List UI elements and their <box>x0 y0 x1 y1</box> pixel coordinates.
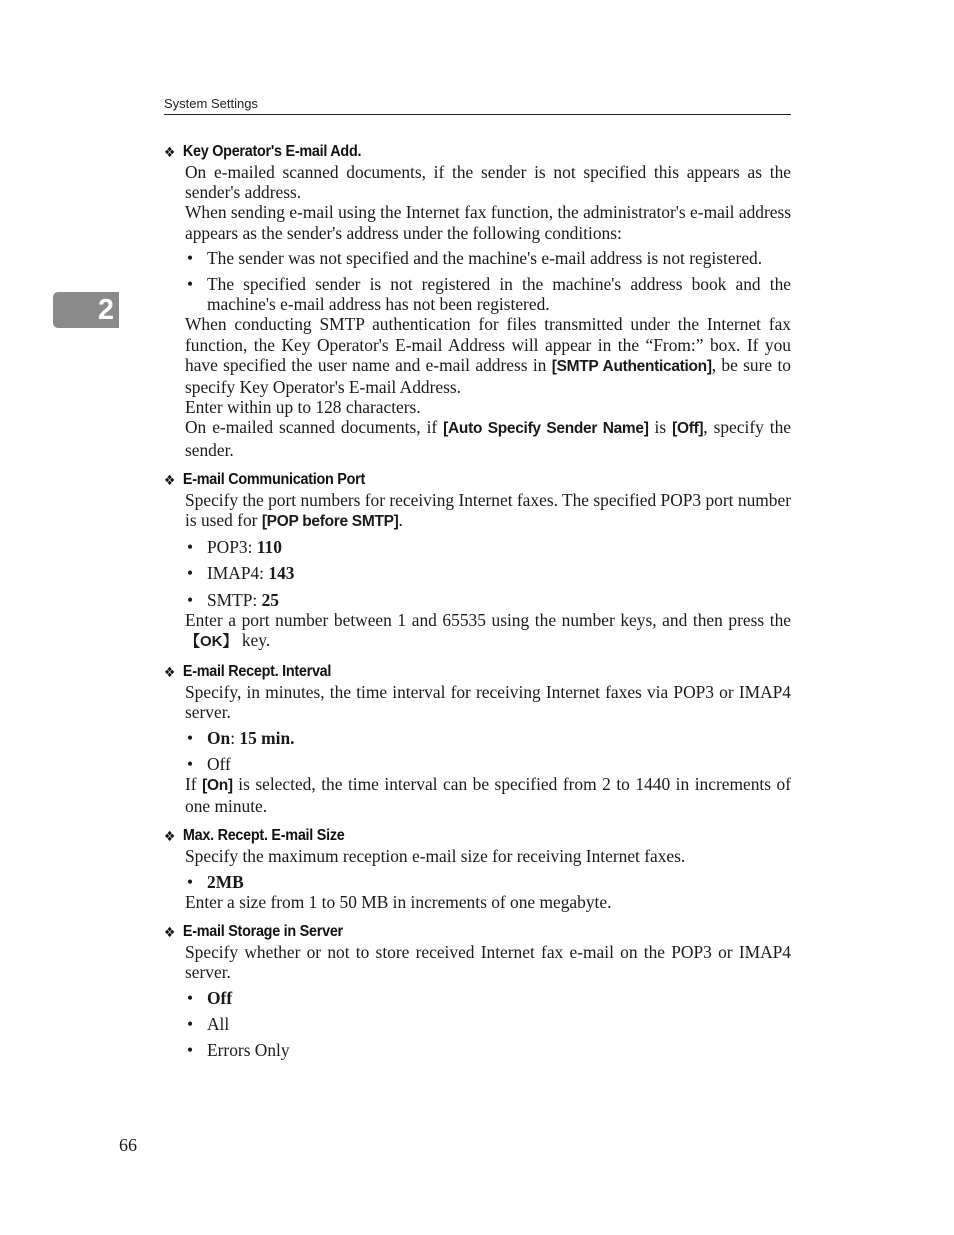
list-item <box>185 1014 791 1034</box>
text: key. <box>237 630 271 651</box>
paragraph: Enter a size from 1 to 50 MB in increments of one megabyte. <box>185 891 612 912</box>
list-item-text: The specified sender is not registered in the machine's address book and the machine's e-mail address has not been registered. <box>207 274 791 315</box>
setting-key-smtp-auth: [SMTP Authentication] <box>551 357 712 375</box>
diamond-bullet-icon: ❖ <box>164 924 176 941</box>
setting-key-on: [On] <box>202 777 233 795</box>
section-title-text: E-mail Storage in Server <box>182 923 343 941</box>
text: is <box>648 417 673 438</box>
section-recept-interval <box>164 662 791 816</box>
separator: : <box>230 727 240 748</box>
port-label: POP3: <box>207 537 257 558</box>
list-item <box>185 537 791 557</box>
text: , be sure to specify Key Operator's E-mail Address. <box>185 354 791 398</box>
diamond-bullet-icon: ❖ <box>164 144 176 160</box>
paragraph <box>185 610 791 652</box>
text: Enter a port number between 1 and 65535 using the number keys, and then press the <box>185 609 791 630</box>
text: . <box>398 510 403 531</box>
section-title-text: Key Operator's E-mail Add. <box>182 143 362 160</box>
section-title <box>164 142 728 162</box>
page-number: 66 <box>119 1135 137 1155</box>
list-item-text: 2MB <box>207 871 244 892</box>
paragraph <box>185 490 791 532</box>
section-max-size <box>164 826 791 912</box>
section-body <box>164 846 791 912</box>
section-storage-in-server <box>164 922 791 1060</box>
list-item-text: Errors Only <box>207 1039 290 1060</box>
section-key-operator-email <box>164 142 791 460</box>
section-body <box>164 942 791 1060</box>
list-item <box>185 274 791 314</box>
list-item <box>185 754 791 774</box>
list-item <box>185 728 791 748</box>
paragraph: When sending e-mail using the Internet fax function, the administrator's e-mail address appears as the sender's address under the following conditions: <box>185 202 791 243</box>
bullet-icon: • <box>187 753 194 774</box>
list-item <box>185 590 791 610</box>
bullet-list <box>185 537 791 610</box>
port-value: 25 <box>261 589 279 610</box>
section-title <box>164 470 728 490</box>
page-content <box>164 142 791 1070</box>
section-title <box>164 826 728 846</box>
list-item-text: Off <box>207 987 233 1008</box>
section-title-text: E-mail Communication Port <box>182 470 365 488</box>
port-value: 110 <box>256 537 282 558</box>
paragraph: Specify the maximum reception e-mail size for receiving Internet faxes. <box>185 846 686 867</box>
ok-key-label: 【OK】 <box>185 633 238 651</box>
paragraph <box>185 314 791 397</box>
section-title-text: Max. Recept. E-mail Size <box>182 827 345 845</box>
bullet-icon: • <box>187 247 194 268</box>
bullet-icon: • <box>187 274 194 295</box>
bullet-icon: • <box>187 1013 194 1034</box>
list-item-text: All <box>207 1013 230 1034</box>
paragraph: Specify whether or not to store received Internet fax e-mail on the POP3 or IMAP4 server. <box>185 942 791 983</box>
option-label: On <box>207 727 231 748</box>
section-communication-port <box>164 470 791 652</box>
diamond-bullet-icon: ❖ <box>164 664 176 681</box>
bullet-icon: • <box>187 871 194 892</box>
port-label: SMTP: <box>207 589 262 610</box>
text: , specify the sender. <box>185 417 792 460</box>
list-item <box>185 988 791 1008</box>
option-value: 15 min. <box>239 727 295 748</box>
diamond-bullet-icon: ❖ <box>164 471 176 488</box>
list-item <box>185 872 791 892</box>
text: On e-mailed scanned documents, if <box>185 417 444 438</box>
port-value: 143 <box>268 563 295 584</box>
paragraph: Specify, in minutes, the time interval for receiving Internet faxes via POP3 or IMAP4 server. <box>185 682 791 723</box>
list-item-text: The sender was not specified and the machine's e-mail address is not registered. <box>207 247 763 268</box>
diamond-bullet-icon: ❖ <box>164 828 176 845</box>
text: Specify the port numbers for receiving Internet faxes. The specified POP3 port number is used for <box>185 489 791 531</box>
running-head: System Settings <box>164 96 258 111</box>
chapter-tab: 2 <box>53 292 119 328</box>
list-item-text: Off <box>207 753 231 774</box>
bullet-list <box>185 248 791 315</box>
section-body <box>164 682 791 816</box>
bullet-list <box>185 872 791 892</box>
bullet-icon: • <box>187 537 194 558</box>
bullet-icon: • <box>187 727 194 748</box>
header-rule <box>164 114 791 115</box>
list-item <box>185 563 791 583</box>
paragraph <box>185 774 791 816</box>
text: When conducting SMTP authentication for files transmitted under the Internet fax function, the Key Operator's E-mail Address will appear in the “From:” box. If you have specified the user name and e-mail address in <box>185 314 791 375</box>
setting-key-auto-specify: [Auto Specify Sender Name] <box>443 420 649 438</box>
bullet-icon: • <box>187 589 194 610</box>
list-item <box>185 248 791 268</box>
port-label: IMAP4: <box>207 563 269 584</box>
section-title <box>164 922 728 942</box>
list-item <box>185 1040 791 1060</box>
setting-key-off: [Off] <box>672 420 704 438</box>
section-body <box>164 490 791 652</box>
section-title-text: E-mail Recept. Interval <box>182 663 332 681</box>
text: If <box>185 774 203 795</box>
paragraph <box>185 417 791 459</box>
paragraph: Enter within up to 128 characters. <box>185 397 421 418</box>
text: is selected, the time interval can be specified from 2 to 1440 in increments of one minute. <box>185 774 791 817</box>
bullet-list <box>185 728 791 774</box>
section-title <box>164 662 728 682</box>
bullet-icon: • <box>187 563 194 584</box>
setting-key-pop-before-smtp: [POP before SMTP] <box>261 513 399 531</box>
bullet-icon: • <box>187 1039 194 1060</box>
bullet-list <box>185 988 791 1061</box>
section-body <box>164 162 791 460</box>
bullet-icon: • <box>187 987 194 1008</box>
paragraph: On e-mailed scanned documents, if the sender is not specified this appears as the sender's address. <box>185 162 791 203</box>
